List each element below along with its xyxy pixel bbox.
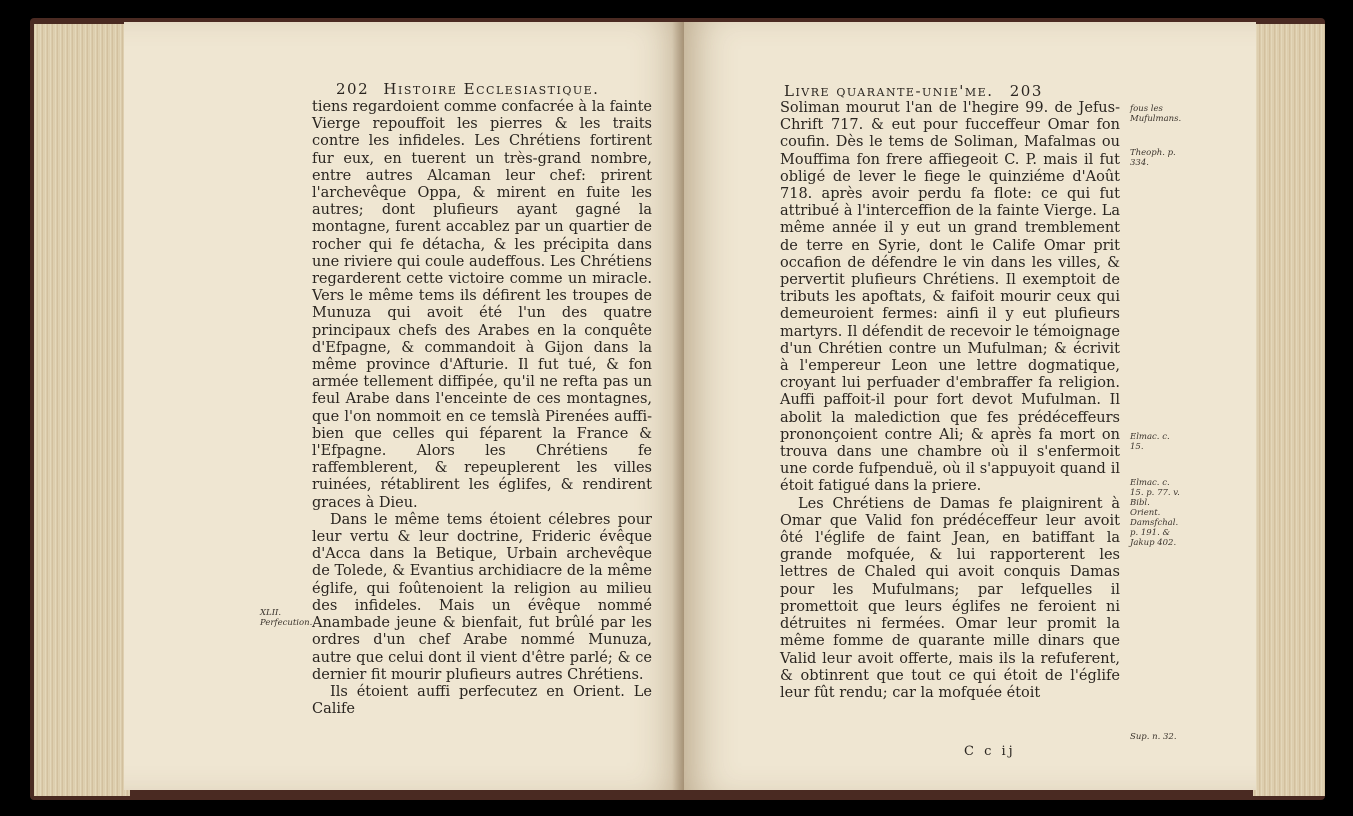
right-running-head (784, 82, 1043, 100)
right-margin-note-3: Elmac. c. 15. (1130, 432, 1170, 452)
right-paragraph-1: Soliman mourut l'an de l'hegire 99. de Jefus-Chrift 717. & eut pour fucceffeur Omar fon coufin. Dès le tems de Soliman, Mafalmas ou Mouffima fon frere affiegeoit C. P. mais il fut obligé de lever le fiege le quinziéme d'Août 718. après avoir perdu fa flote: ce qui fut attribué à l'interceffion de la fainte Vierge. La même année il y eut un grand tremblement de terre en Syrie, dont le Calife Omar prit occafion de défendre le vin dans les villes, & pervertit plufieurs Chrétiens. Il exemptoit de tributs les apoftats, & faifoit mourir ceux qui demeuroient fermes: ainfi il y eut plufieurs martyrs. Il défendit de recevoir le témoignage d'un Chrétien contre un Mufulman; & écrivit à l'empereur Leon une lettre dogmatique, croyant lui perfuader d'embraffer fa religion. Auffi paffoit-il pour fort devot Mufulman. Il abolit la malediction que fes prédéceffeurs prononçoient contre Ali; & après fa mort on trouva dans une chambre où il s'enfermoit une corde fufpenduë, où il s'appuyoit quand il étoit fatigué dans la priere. (780, 100, 1120, 495)
left-running-title: Histoire Ecclesiastique. (383, 80, 600, 98)
left-page-edges (34, 24, 130, 796)
left-paragraph-3: Ils étoient auffi perfecutez en Orient. Le Calife (312, 683, 652, 718)
left-running-head (336, 80, 599, 98)
right-page-number: 203 (1009, 82, 1043, 100)
signature-mark: C c ij (964, 744, 1016, 759)
right-margin-note-2: Theoph. p. 334. (1130, 148, 1176, 168)
right-page-edges (1253, 24, 1325, 796)
left-text-block (312, 99, 652, 718)
left-page (124, 22, 684, 790)
right-margin-note-4: Elmac. c. 15. p. 77. v. Bibl. Orient. Damsfchal. p. 191. & Jakup 402. (1130, 478, 1180, 548)
left-paragraph-1: tiens regardoient comme confacrée à la fainte Vierge repouffoit les pierres & les traits contre les infideles. Les Chrétiens fortirent fur eux, en tuerent un très-grand nombre, entre autres Alcaman leur chef: prirent l'archevêque Oppa, & mirent en fuite les autres; dont plufieurs ayant gagné la montagne, furent accablez par un quartier de rocher qui fe détacha, & les précipita dans une riviere qui coule audeffous. Les Chrétiens regarderent cette victoire comme un miracle. Vers le même tems ils défirent les troupes de Munuza qui avoit été l'un des quatre principaux chefs des Arabes en la conquête d'Efpagne, & commandoit à Gijon dans la même province d'Afturie. Il fut tué, & fon armée tellement diffipée, qu'il ne refta pas un feul Arabe dans l'enceinte de ces montagnes, que l'on nommoit en ce temslà Pirenées auffi-bien que celles qui féparent la France & l'Efpagne. Alors les Chrétiens fe raffemblerent, & repeuplerent les villes ruinées, rétablirent les églifes, & rendirent graces à Dieu. (312, 99, 652, 511)
right-paragraph-2: Les Chrétiens de Damas fe plaignirent à Omar que Valid fon prédéceffeur leur avoit ôté l'églife de faint Jean, en batiffant la grande mofquée, & lui rapporterent les lettres de Chaled qui avoit conquis Damas pour les Mufulmans; par lefquelles il promettoit que leurs églifes ne feroient ni détruites ni fermées. Omar leur promit la même fomme de quarante mille dinars que Valid leur avoit offerte, mais ils la refuferent, & obtinrent que tout ce qui étoit de l'églife leur fût rendu; car la mofquée étoit (780, 495, 1120, 701)
right-margin-note-5: Sup. n. 32. (1130, 732, 1177, 742)
right-running-title: Livre quarante-unie'me. (784, 82, 994, 100)
left-margin-note: XLII. Perfecution. (260, 608, 313, 628)
right-margin-note-1: fous les Mufulmans. (1130, 104, 1182, 124)
left-paragraph-2: Dans le même tems étoient célebres pour leur vertu & leur doctrine, Frideric évêque d'Acca dans la Betique, Urbain archevêque de Tolede, & Evantius archidiacre de la même églife, qui foûtenoient la religion au milieu des infideles. Mais un évêque nommé Anambade jeune & bienfait, fut brûlé par les ordres d'un chef Arabe nommé Munuza, autre que celui dont il vient d'être parlé; & ce dernier fit mourir plufieurs autres Chrétiens. (312, 511, 652, 683)
left-page-number: 202 (336, 80, 370, 98)
right-text-block (780, 100, 1120, 702)
right-page (684, 22, 1256, 790)
